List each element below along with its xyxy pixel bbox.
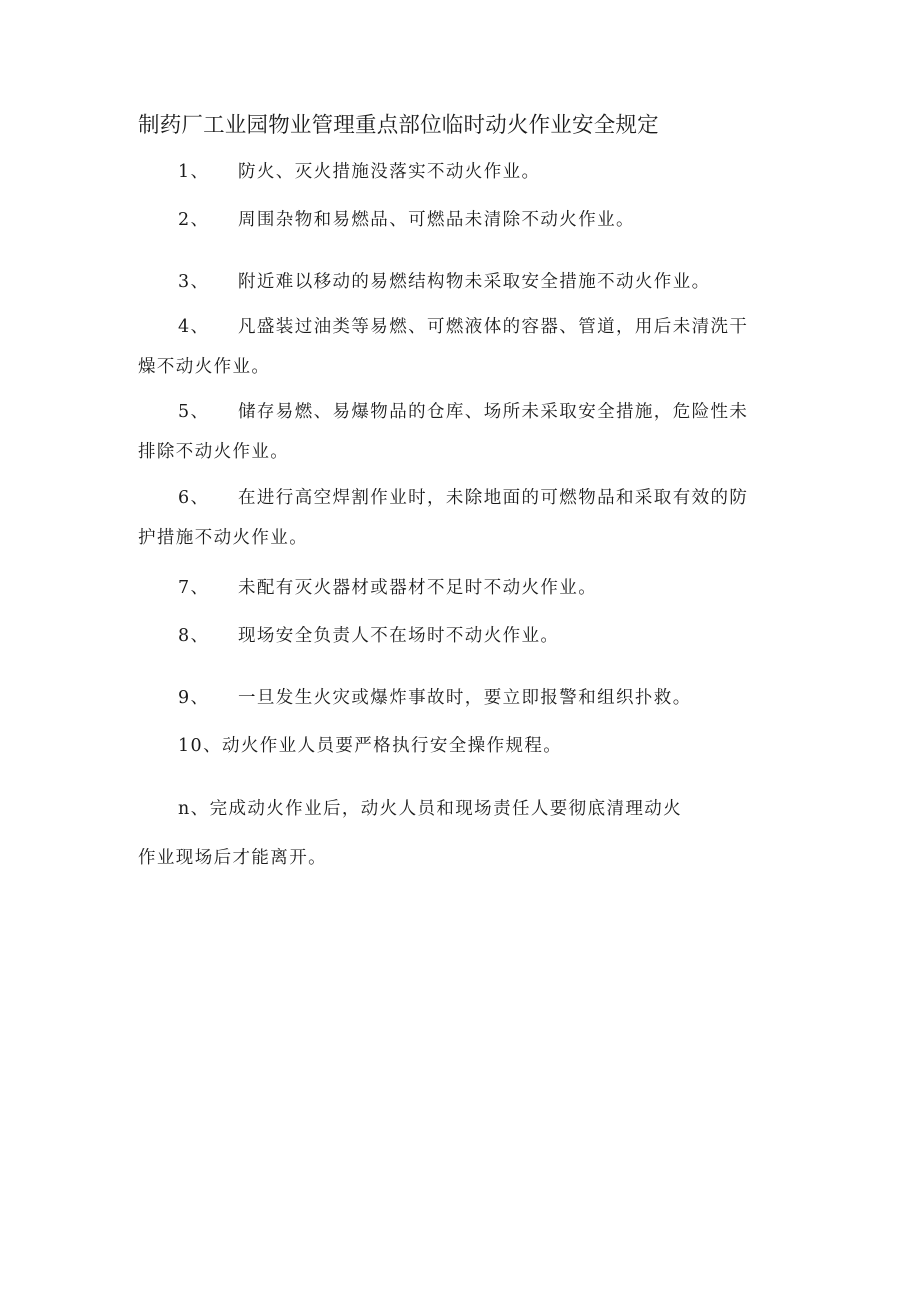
rule-text-line1: 在进行高空焊割作业时，未除地面的可燃物品和采取有效的防 <box>238 488 749 508</box>
rule-number: 7、 <box>178 578 210 598</box>
rule-text-line1: 凡盛装过油类等易燃、可燃液体的容器、管道，用后未清洗干 <box>238 317 749 337</box>
rule-text-line2: 作业现场后才能离开。 <box>138 848 327 868</box>
rule-number: 2、 <box>178 210 210 230</box>
rule-text-line1: 储存易燃、易爆物品的仓库、场所未采取安全措施，危险性未 <box>238 402 749 422</box>
rule-text: 防火、灭火措施没落实不动火作业。 <box>238 162 541 182</box>
rule-text: 动火作业人员要严格执行安全操作规程。 <box>221 736 563 756</box>
rule-number: 1、 <box>178 162 210 182</box>
rule-text-line1: 完成动火作业后，动火人员和现场责任人要彻底清理动火 <box>209 799 683 819</box>
rule-item-1 <box>138 152 788 192</box>
rule-item-3 <box>138 262 788 302</box>
rule-number: 4、 <box>178 317 210 337</box>
rule-number: 6、 <box>178 488 210 508</box>
rule-item-4 <box>138 307 788 387</box>
rule-number: 10、 <box>178 736 222 756</box>
rule-text: 未配有灭火器材或器材不足时不动火作业。 <box>238 578 598 598</box>
rule-number: 8、 <box>178 626 210 646</box>
rule-item-9 <box>138 678 788 718</box>
document-title: 制药厂工业园物业管理重点部位临时动火作业安全规定 <box>138 113 659 138</box>
rule-text: 周围杂物和易燃品、可燃品未清除不动火作业。 <box>238 210 635 230</box>
rule-item-11-continued <box>138 838 788 878</box>
rule-item-5 <box>138 392 788 472</box>
rule-text: 现场安全负责人不在场时不动火作业。 <box>238 626 560 646</box>
rule-number: 9、 <box>178 688 210 708</box>
rule-number: 3、 <box>178 272 210 292</box>
rule-number: n、 <box>178 799 210 819</box>
rule-item-7 <box>138 568 788 608</box>
rule-text: 附近难以移动的易燃结构物未采取安全措施不动火作业。 <box>238 272 711 292</box>
rule-text-line2: 燥不动火作业。 <box>138 357 271 377</box>
rule-text-line2: 护措施不动火作业。 <box>138 528 309 548</box>
rule-item-10 <box>138 726 788 766</box>
rule-item-11 <box>138 789 788 829</box>
rule-item-2 <box>138 200 788 240</box>
rule-item-6 <box>138 478 788 558</box>
rule-number: 5、 <box>178 402 210 422</box>
rule-text-line2: 排除不动火作业。 <box>138 442 290 462</box>
rule-item-8 <box>138 616 788 656</box>
rule-text: 一旦发生火灾或爆炸事故时，要立即报警和组织扑救。 <box>238 688 692 708</box>
